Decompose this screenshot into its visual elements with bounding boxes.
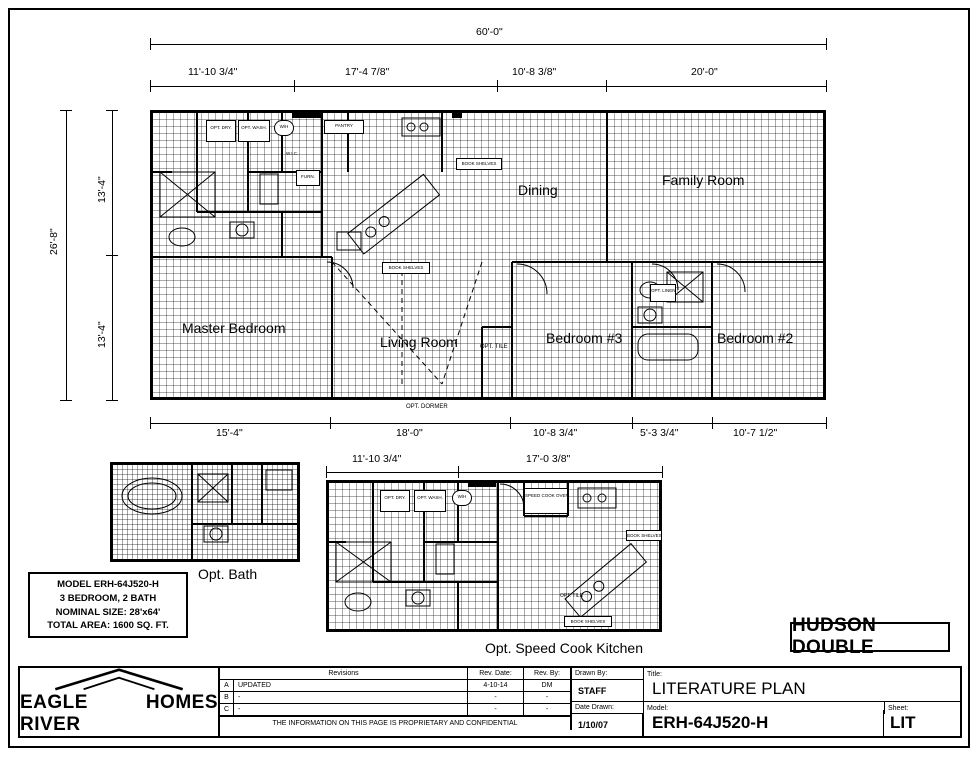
date-drawn-value: 1/10/07 xyxy=(572,714,644,736)
title-block xyxy=(18,666,962,738)
callout-opt-wash: OPT. WASH. xyxy=(241,125,267,130)
top-dim-3: 10'-8 3/8" xyxy=(512,66,557,78)
opt-kitchen-walls xyxy=(328,482,660,630)
opt-kitchen-dim-1: 11'-10 3/4" xyxy=(352,453,402,465)
company-logo xyxy=(20,668,220,736)
callout-water-heater: W/H xyxy=(279,124,289,129)
model-value: ERH-64J520-H xyxy=(644,710,884,736)
callout-pantry: PANTRY xyxy=(335,123,353,128)
left-dim-1-line xyxy=(112,110,113,255)
dim-tick xyxy=(330,417,331,429)
opt-kitchen-dim-2: 17'-0 3/8" xyxy=(526,453,571,465)
dim-tick xyxy=(106,110,118,111)
dim-tick xyxy=(632,417,633,429)
dim-tick xyxy=(60,110,72,111)
callout-speed-cook-oven: SPEED COOK OVEN xyxy=(525,493,569,498)
dim-tick xyxy=(294,80,295,92)
callout-opt-wash-kitchen: OPT. WASH. xyxy=(417,495,443,500)
bottom-dim-2: 18'-0" xyxy=(396,427,423,439)
room-label-living-room: Living Room xyxy=(380,334,458,350)
callout-opt-linen: OPT. LINEN xyxy=(651,288,676,293)
bottom-dim-string xyxy=(150,423,826,424)
bottom-dim-4: 5'-3 3/4" xyxy=(640,427,679,439)
callout-box-opt-dry xyxy=(206,120,236,142)
title-label: Title: xyxy=(647,670,662,678)
opt-kitchen-dim-string xyxy=(326,472,662,473)
dim-tick xyxy=(662,466,663,478)
roof-icon xyxy=(39,668,199,691)
callout-box-book-shelves-bottom xyxy=(382,262,430,274)
dim-tick xyxy=(458,466,459,478)
callout-opt-tile-kitchen: OPT. TILE xyxy=(560,593,583,599)
callout-box-opt-wash xyxy=(238,120,270,142)
overall-width-label: 60'-0" xyxy=(476,26,503,38)
callout-box-book-shelves-kitchen-bottom xyxy=(564,616,612,627)
dim-tick xyxy=(106,400,118,401)
company-name-line1: EAGLE RIVER xyxy=(20,692,88,735)
revisions-header: Revisions xyxy=(220,668,468,680)
company-name-line2: HOMES xyxy=(145,692,218,713)
top-dim-1: 11'-10 3/4" xyxy=(188,66,238,78)
dim-tick xyxy=(60,400,72,401)
dim-tick xyxy=(510,417,511,429)
callout-opt-dry-kitchen: OPT. DRY. xyxy=(384,495,406,500)
callout-opt-dormer: OPT. DORMER xyxy=(406,404,448,410)
room-label-bedroom-2: Bedroom #2 xyxy=(717,330,794,346)
rev-row-b-desc: - xyxy=(234,692,468,704)
plan-name-label: HUDSON DOUBLE xyxy=(792,615,877,658)
callout-book-shelves-kitchen-bottom: BOOK SHELVES xyxy=(570,619,606,624)
model-info-line3: NOMINAL SIZE: 28'x64' xyxy=(55,606,161,618)
callout-box-book-shelves-kitchen-top xyxy=(626,530,662,541)
rev-row-c-desc: - xyxy=(234,704,468,716)
dim-tick xyxy=(150,80,151,92)
opt-kitchen-plan xyxy=(326,480,662,632)
rev-row-c-by: - xyxy=(524,704,572,716)
dim-tick xyxy=(497,80,498,92)
drawn-by-label: Drawn By: xyxy=(572,668,644,680)
dim-tick xyxy=(826,38,827,50)
callout-box-opt-linen xyxy=(650,284,676,302)
callout-opt-dry: OPT. DRY. xyxy=(210,125,232,130)
model-info-line2: 3 BEDROOM, 2 BATH xyxy=(59,592,157,604)
left-dim-2: 13'-4" xyxy=(96,321,108,348)
bottom-dim-3: 10'-8 3/4" xyxy=(533,427,578,439)
model-info-box xyxy=(28,572,188,638)
rev-row-a-date: 4-10-14 xyxy=(468,680,524,692)
bottom-dim-1: 15'-4" xyxy=(216,427,243,439)
dim-tick xyxy=(826,417,827,429)
callout-box-furnace xyxy=(296,170,320,186)
plan-name-badge xyxy=(790,615,950,658)
left-dim-2-line xyxy=(112,255,113,400)
sheet-label: Sheet: xyxy=(884,702,960,714)
top-dim-2: 17'-4 7/8" xyxy=(345,66,390,78)
top-dim-4: 20'-0" xyxy=(691,66,718,78)
rev-row-a-id: A xyxy=(220,680,234,692)
rev-row-c-id: C xyxy=(220,704,234,716)
callout-furnace: FURN. xyxy=(301,174,315,179)
dim-tick xyxy=(712,417,713,429)
overall-width-dimline xyxy=(150,44,826,45)
rev-row-a-desc: UPDATED xyxy=(234,680,468,692)
room-label-family-room: Family Room xyxy=(662,172,745,188)
dim-tick xyxy=(106,255,118,256)
rev-row-b-id: B xyxy=(220,692,234,704)
sheet-value: LIT xyxy=(890,713,916,732)
date-drawn-label: Date Drawn: xyxy=(572,702,644,714)
top-dim-string xyxy=(150,86,826,87)
bottom-dim-5: 10'-7 1/2" xyxy=(733,427,778,439)
callout-opt-tile: OPT. TILE xyxy=(480,344,508,350)
rev-row-b-date: - xyxy=(468,692,524,704)
rev-row-b-by: - xyxy=(524,692,572,704)
rev-date-header: Rev. Date: xyxy=(468,668,524,680)
room-label-master-bedroom: Master Bedroom xyxy=(182,320,286,336)
model-info-line4: TOTAL AREA: 1600 SQ. FT. xyxy=(47,620,169,632)
title-value: LITERATURE PLAN xyxy=(644,676,960,702)
callout-box-water-heater-kitchen xyxy=(452,490,472,506)
room-label-bedroom-3: Bedroom #3 xyxy=(546,330,623,346)
opt-bath-walls xyxy=(112,464,298,560)
dim-tick xyxy=(606,80,607,92)
main-floorplan-walls xyxy=(152,112,824,398)
callout-box-opt-wash-kitchen xyxy=(414,490,446,512)
callout-wic: W.I.C. xyxy=(286,151,299,156)
rev-row-c-date: - xyxy=(468,704,524,716)
opt-bath-title: Opt. Bath xyxy=(198,566,258,582)
overall-depth-label: 26'-8" xyxy=(48,228,60,255)
dim-tick xyxy=(150,417,151,429)
model-label: Model: xyxy=(647,704,669,712)
callout-book-shelves-kitchen-top: BOOK SHELVES xyxy=(627,533,662,538)
callout-box-opt-dry-kitchen xyxy=(380,490,410,512)
overall-depth-dimline xyxy=(66,110,67,400)
callout-box-book-shelves-top xyxy=(456,158,502,170)
callout-box-pantry xyxy=(324,120,364,134)
callout-book-shelves-bottom: BOOK SHELVES xyxy=(388,265,424,270)
rev-row-a-by: DM xyxy=(524,680,572,692)
opt-kitchen-title: Opt. Speed Cook Kitchen xyxy=(485,640,643,656)
main-floorplan-outline xyxy=(150,110,826,410)
callout-water-heater-kitchen: W/H xyxy=(457,494,467,499)
room-label-dining: Dining xyxy=(518,182,558,198)
dim-tick xyxy=(150,38,151,50)
drawn-by-value: STAFF xyxy=(572,680,644,702)
rev-by-header: Rev. By: xyxy=(524,668,572,680)
callout-box-water-heater xyxy=(274,120,294,136)
dim-tick xyxy=(826,80,827,92)
model-info-line1: MODEL ERH-64J520-H xyxy=(57,579,159,590)
callout-book-shelves-top: BOOK SHELVES xyxy=(461,161,497,166)
dim-tick xyxy=(326,466,327,478)
left-dim-1: 13'-4" xyxy=(96,176,108,203)
proprietary-note: THE INFORMATION ON THIS PAGE IS PROPRIETARY AND CONFIDENTIAL xyxy=(220,716,572,730)
opt-bath-plan xyxy=(110,462,300,562)
callout-box-speed-cook-oven xyxy=(524,488,568,514)
